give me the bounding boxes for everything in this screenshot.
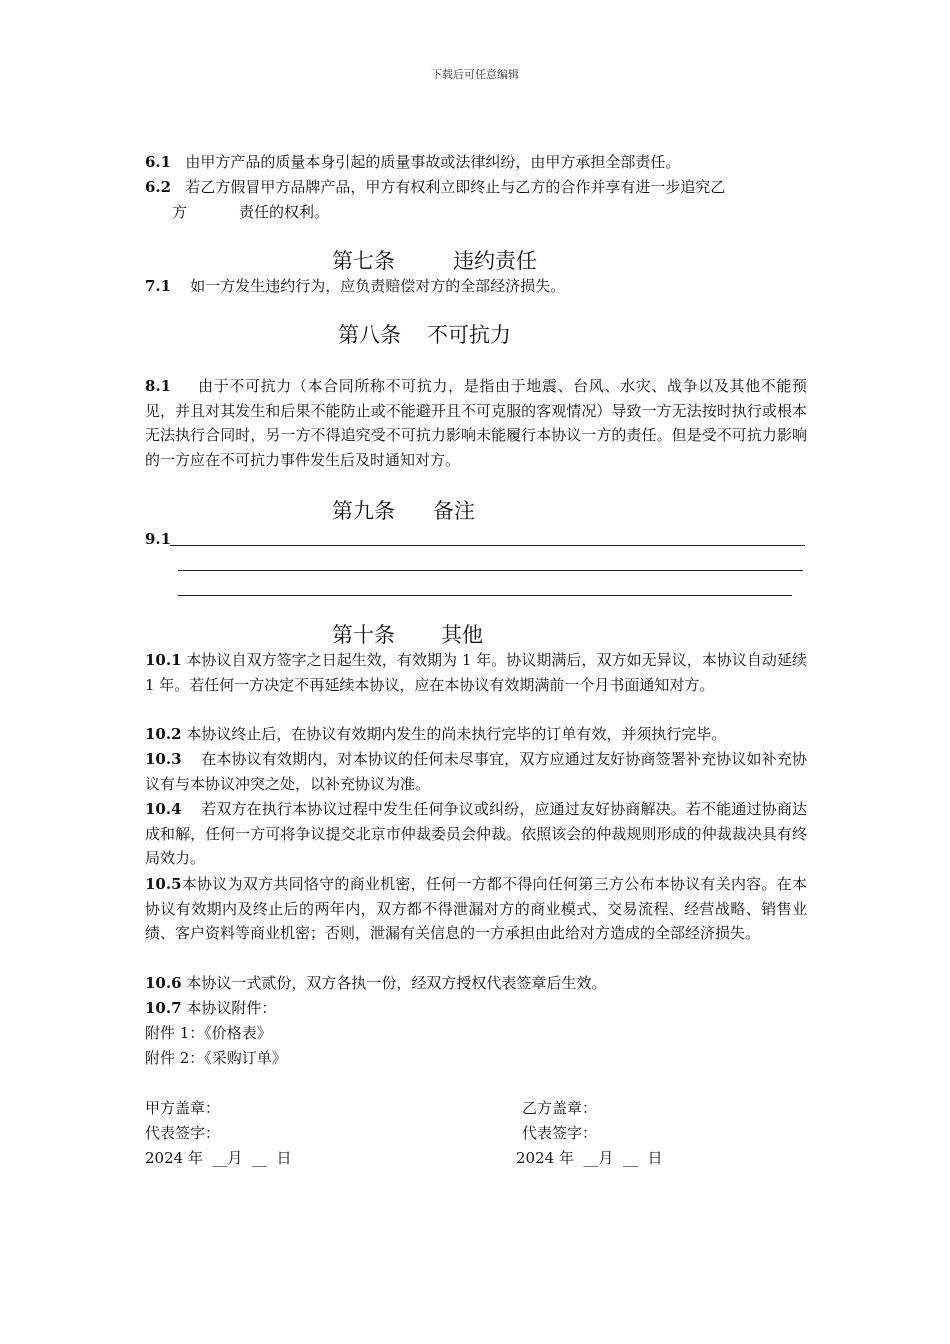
party-b-date: 2024 年 __月 __ 日 <box>516 1149 663 1167</box>
article-9-heading <box>332 497 475 525</box>
clause-7-1 <box>145 274 807 299</box>
party-b-rep-label: 代表签字： <box>522 1124 598 1142</box>
clause-text: 本协议一式贰份，双方各执一份，经双方授权代表签章后生效。 <box>186 974 607 992</box>
clause-6-2-continued <box>172 200 834 225</box>
article-number: 第八条 <box>338 323 401 347</box>
party-b-seal-label: 乙方盖章： <box>522 1099 598 1117</box>
clause-number: 6.1 <box>145 153 172 171</box>
clause-text: 若双方在执行本协议过程中发生任何争议或纠纷，应通过友好协商解决。若不能通过协商达成和解，任何一方可将争议提交北京市仲裁委员会仲裁。依照该会的仲裁规则形成的仲裁裁决具有终局效力。 <box>145 800 807 867</box>
page-header: 下载后可任意编辑 <box>431 68 519 81</box>
clause-10-7 <box>145 996 807 1021</box>
attachment-1: 附件 1：《价格表》 <box>145 1024 272 1042</box>
attachment-2: 附件 2：《采购订单》 <box>145 1049 287 1067</box>
remark-blank-line <box>178 570 803 571</box>
clause-number: 9.1 <box>145 530 172 548</box>
clause-number: 10.2 <box>145 725 182 743</box>
clause-text: 责任的权利。 <box>239 203 330 221</box>
clause-text: 如一方发生违约行为，应负责赔偿对方的全部经济损失。 <box>190 277 566 295</box>
clause-10-3 <box>145 747 807 796</box>
remark-blank-line <box>170 545 805 546</box>
clause-number: 10.4 <box>145 800 182 818</box>
clause-9-1 <box>145 527 807 552</box>
clause-6-1 <box>145 150 807 175</box>
clause-number: 6.2 <box>145 178 172 196</box>
clause-number: 10.7 <box>145 999 182 1017</box>
article-title: 其他 <box>441 623 483 647</box>
clause-text: 本协议为双方共同恪守的商业机密，任何一方都不得向任何第三方公布本协议有关内容。在本协议有效期内及终止后的两年内，双方都不得泄漏对方的商业模式、交易流程、经营战略、销售业绩、客户资料等商业机密；否则，泄漏有关信息的一方承担由此给对方造成的全部经济损失。 <box>145 875 807 942</box>
clause-text: 本协议终止后，在协议有效期内发生的尚未执行完毕的订单有效，并须执行完毕。 <box>186 725 727 743</box>
clause-text: 由于不可抗力（本合同所称不可抗力，是指由于地震、台风、水灾、战争以及其他不能预见，并且对其发生和后果不能防止或不能避开且不可克服的客观情况）导致一方无法按时执行或根本无法执行合同时，另一方不得追究受不可抗力影响未能履行本协议一方的责任。但是受不可抗力影响的一方应在不可抗力事件发生后及时通知对方。 <box>145 377 807 469</box>
article-title: 不可抗力 <box>427 323 511 347</box>
article-7-heading <box>332 247 537 275</box>
party-a-rep-label: 代表签字： <box>145 1124 221 1142</box>
clause-number: 10.5 <box>145 875 182 893</box>
clause-8-1 <box>145 374 807 472</box>
party-a-seal-label: 甲方盖章： <box>145 1099 221 1117</box>
article-title: 违约责任 <box>453 249 537 273</box>
party-a-date: 2024 年 __月 __ 日 <box>145 1149 292 1167</box>
clause-6-2 <box>145 175 807 200</box>
article-number: 第十条 <box>332 623 395 647</box>
article-number: 第七条 <box>332 249 395 273</box>
article-title: 备注 <box>433 499 475 523</box>
clause-text: 本协议自双方签字之日起生效，有效期为 1 年。协议期满后，双方如无异议，本协议自动延续 1 年。若任何一方决定不再延续本协议，应在本协议有效期满前一个月书面通知对方。 <box>145 651 807 694</box>
clause-text: 在本协议有效期内，对本协议的任何未尽事宜，双方应通过友好协商签署补充协议如补充协议有与本协议冲突之处，以补充协议为准。 <box>145 750 807 793</box>
clause-text: 由甲方产品的质量本身引起的质量事故或法律纠纷，由甲方承担全部责任。 <box>185 153 681 171</box>
article-number: 第九条 <box>332 499 395 523</box>
clause-number: 10.1 <box>145 651 182 669</box>
clause-text: 方 <box>172 203 188 221</box>
article-8-heading <box>338 321 511 349</box>
clause-10-4 <box>145 797 807 871</box>
remark-blank-line <box>178 595 792 596</box>
clause-number: 7.1 <box>145 277 172 295</box>
clause-text: 本协议附件： <box>186 999 277 1017</box>
clause-10-2 <box>145 722 807 747</box>
clause-10-5 <box>145 872 807 946</box>
clause-number: 8.1 <box>145 377 172 395</box>
clause-number: 10.6 <box>145 974 182 992</box>
article-10-heading <box>332 621 483 649</box>
clause-10-1 <box>145 648 807 697</box>
clause-10-6 <box>145 971 807 996</box>
clause-number: 10.3 <box>145 750 182 768</box>
clause-text: 若乙方假冒甲方品牌产品，甲方有权利立即终止与乙方的合作并享有进一步追究乙 <box>185 178 726 196</box>
